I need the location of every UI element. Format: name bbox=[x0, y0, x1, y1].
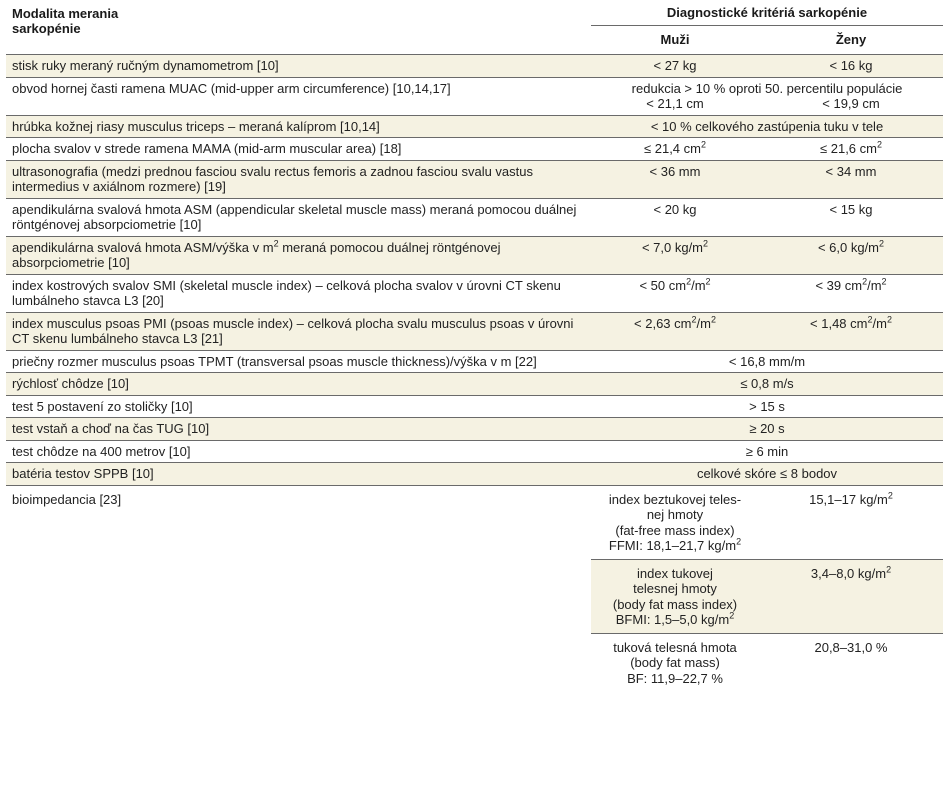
row-women: < 16 kg bbox=[759, 55, 943, 78]
row-women: < 34 mm bbox=[759, 160, 943, 198]
row-women: < 15 kg bbox=[759, 198, 943, 236]
header-men: Muži bbox=[591, 25, 759, 55]
row-men: < 21,1 cm bbox=[646, 96, 704, 111]
row-both: celkové skóre ≤ 8 bodov bbox=[591, 463, 943, 486]
bio-row bbox=[6, 485, 943, 559]
row-label: batéria testov SPPB [10] bbox=[6, 463, 591, 486]
table-row bbox=[6, 160, 943, 198]
row-label: index musculus psoas PMI (psoas muscle index) – celková plocha svalu musculus psoas v úrovni CT skenu lumbálneho stavca L3 [21] bbox=[6, 312, 591, 350]
row-label: apendikulárna svalová hmota ASM/výška v $m^2$ meraná pomocou duálnej röntgénovej absorpciometrie [10] bbox=[6, 236, 591, 274]
header-women: Ženy bbox=[759, 25, 943, 55]
table-row bbox=[6, 138, 943, 161]
row-label: test vstaň a choď na čas TUG [10] bbox=[6, 418, 591, 441]
row-label: obvod hornej časti ramena MUAC (mid-upper arm circumference) [10,14,17] bbox=[6, 77, 591, 115]
bio-value-ffmi: 15,1–17 $kg/m^2$ bbox=[759, 485, 943, 559]
row-men: < 36 mm bbox=[591, 160, 759, 198]
row-both: < 16,8 mm/m bbox=[591, 350, 943, 373]
row-label: ultrasonografia (medzi prednou fasciou svalu rectus femoris a zadnou fasciou svalu vastus intermedius v axiálnom rozmere) [19] bbox=[6, 160, 591, 198]
row-men: < 20 kg bbox=[591, 198, 759, 236]
table-row bbox=[6, 55, 943, 78]
row-men: < 27 kg bbox=[591, 55, 759, 78]
table-row bbox=[6, 115, 943, 138]
row-men: < 2,63 $cm^2/m^2$ bbox=[591, 312, 759, 350]
row-label: rýchlosť chôdze [10] bbox=[6, 373, 591, 396]
table-row bbox=[6, 77, 943, 115]
table-row bbox=[6, 350, 943, 373]
bio-label: bioimpedancia [23] bbox=[6, 485, 591, 691]
sarcopenia-criteria-table bbox=[6, 0, 943, 691]
row-women: < 19,9 cm bbox=[822, 96, 880, 111]
row-label: plocha svalov v strede ramena MAMA (mid-arm muscular area) [18] bbox=[6, 138, 591, 161]
bio-item-bf: tuková telesná hmota (body fat mass) BF: 11,9–22,7 % bbox=[591, 633, 759, 691]
row-label: test 5 postavení zo stoličky [10] bbox=[6, 395, 591, 418]
row-label: test chôdze na 400 metrov [10] bbox=[6, 440, 591, 463]
table-row bbox=[6, 440, 943, 463]
row-women: < 39 $cm^2/m^2$ bbox=[759, 274, 943, 312]
bio-value-bfmi: 3,4–8,0 $kg/m^2$ bbox=[759, 559, 943, 633]
row-values bbox=[591, 77, 943, 115]
row-label: stisk ruky meraný ručným dynamometrom [10] bbox=[6, 55, 591, 78]
row-label: priečny rozmer musculus psoas TPMT (transversal psoas muscle thickness)/výška v m [22] bbox=[6, 350, 591, 373]
row-women: < 6,0 $kg/m^2$ bbox=[759, 236, 943, 274]
table-row bbox=[6, 312, 943, 350]
table-row bbox=[6, 418, 943, 441]
table-row bbox=[6, 198, 943, 236]
table-row bbox=[6, 373, 943, 396]
table-row bbox=[6, 236, 943, 274]
row-men: ≤ 21,4 $cm^2$ bbox=[591, 138, 759, 161]
row-label: hrúbka kožnej riasy musculus triceps – meraná kalíprom [10,14] bbox=[6, 115, 591, 138]
table-row bbox=[6, 395, 943, 418]
row-both: ≤ 0,8 m/s bbox=[591, 373, 943, 396]
row-women: ≤ 21,6 $cm^2$ bbox=[759, 138, 943, 161]
bio-value-bf: 20,8–31,0 % bbox=[759, 633, 943, 691]
row-both: < 10 % celkového zastúpenia tuku v tele bbox=[591, 115, 943, 138]
row-both: > 15 s bbox=[591, 395, 943, 418]
row-note: redukcia > 10 % oproti 50. percentilu populácie bbox=[631, 80, 903, 96]
row-women: < 1,48 $cm^2/m^2$ bbox=[759, 312, 943, 350]
bio-item-bfmi: index tukovej telesnej hmoty (body fat mass index) BFMI: 1,5–5,0 $kg/m^2$ bbox=[591, 559, 759, 633]
row-both: ≥ 6 min bbox=[591, 440, 943, 463]
header-criteria: Diagnostické kritériá sarkopénie bbox=[591, 0, 943, 25]
row-men: < 50 $cm^2/m^2$ bbox=[591, 274, 759, 312]
table-row bbox=[6, 463, 943, 486]
header-row bbox=[6, 0, 943, 25]
row-label: index kostrových svalov SMI (skeletal muscle index) – celková plocha svalov v úrovni CT skenu lumbálneho stavca L3 [20] bbox=[6, 274, 591, 312]
row-men: < 7,0 $kg/m^2$ bbox=[591, 236, 759, 274]
bio-item-ffmi: index beztukovej teles- nej hmoty (fat-free mass index) FFMI: 18,1–21,7 $kg/m^2$ bbox=[591, 485, 759, 559]
table-row bbox=[6, 274, 943, 312]
header-modality: Modalita merania sarkopénie bbox=[6, 0, 591, 55]
row-label: apendikulárna svalová hmota ASM (appendicular skeletal muscle mass) meraná pomocou duálnej röntgénovej absorpciometrie [10] bbox=[6, 198, 591, 236]
row-both: ≥ 20 s bbox=[591, 418, 943, 441]
